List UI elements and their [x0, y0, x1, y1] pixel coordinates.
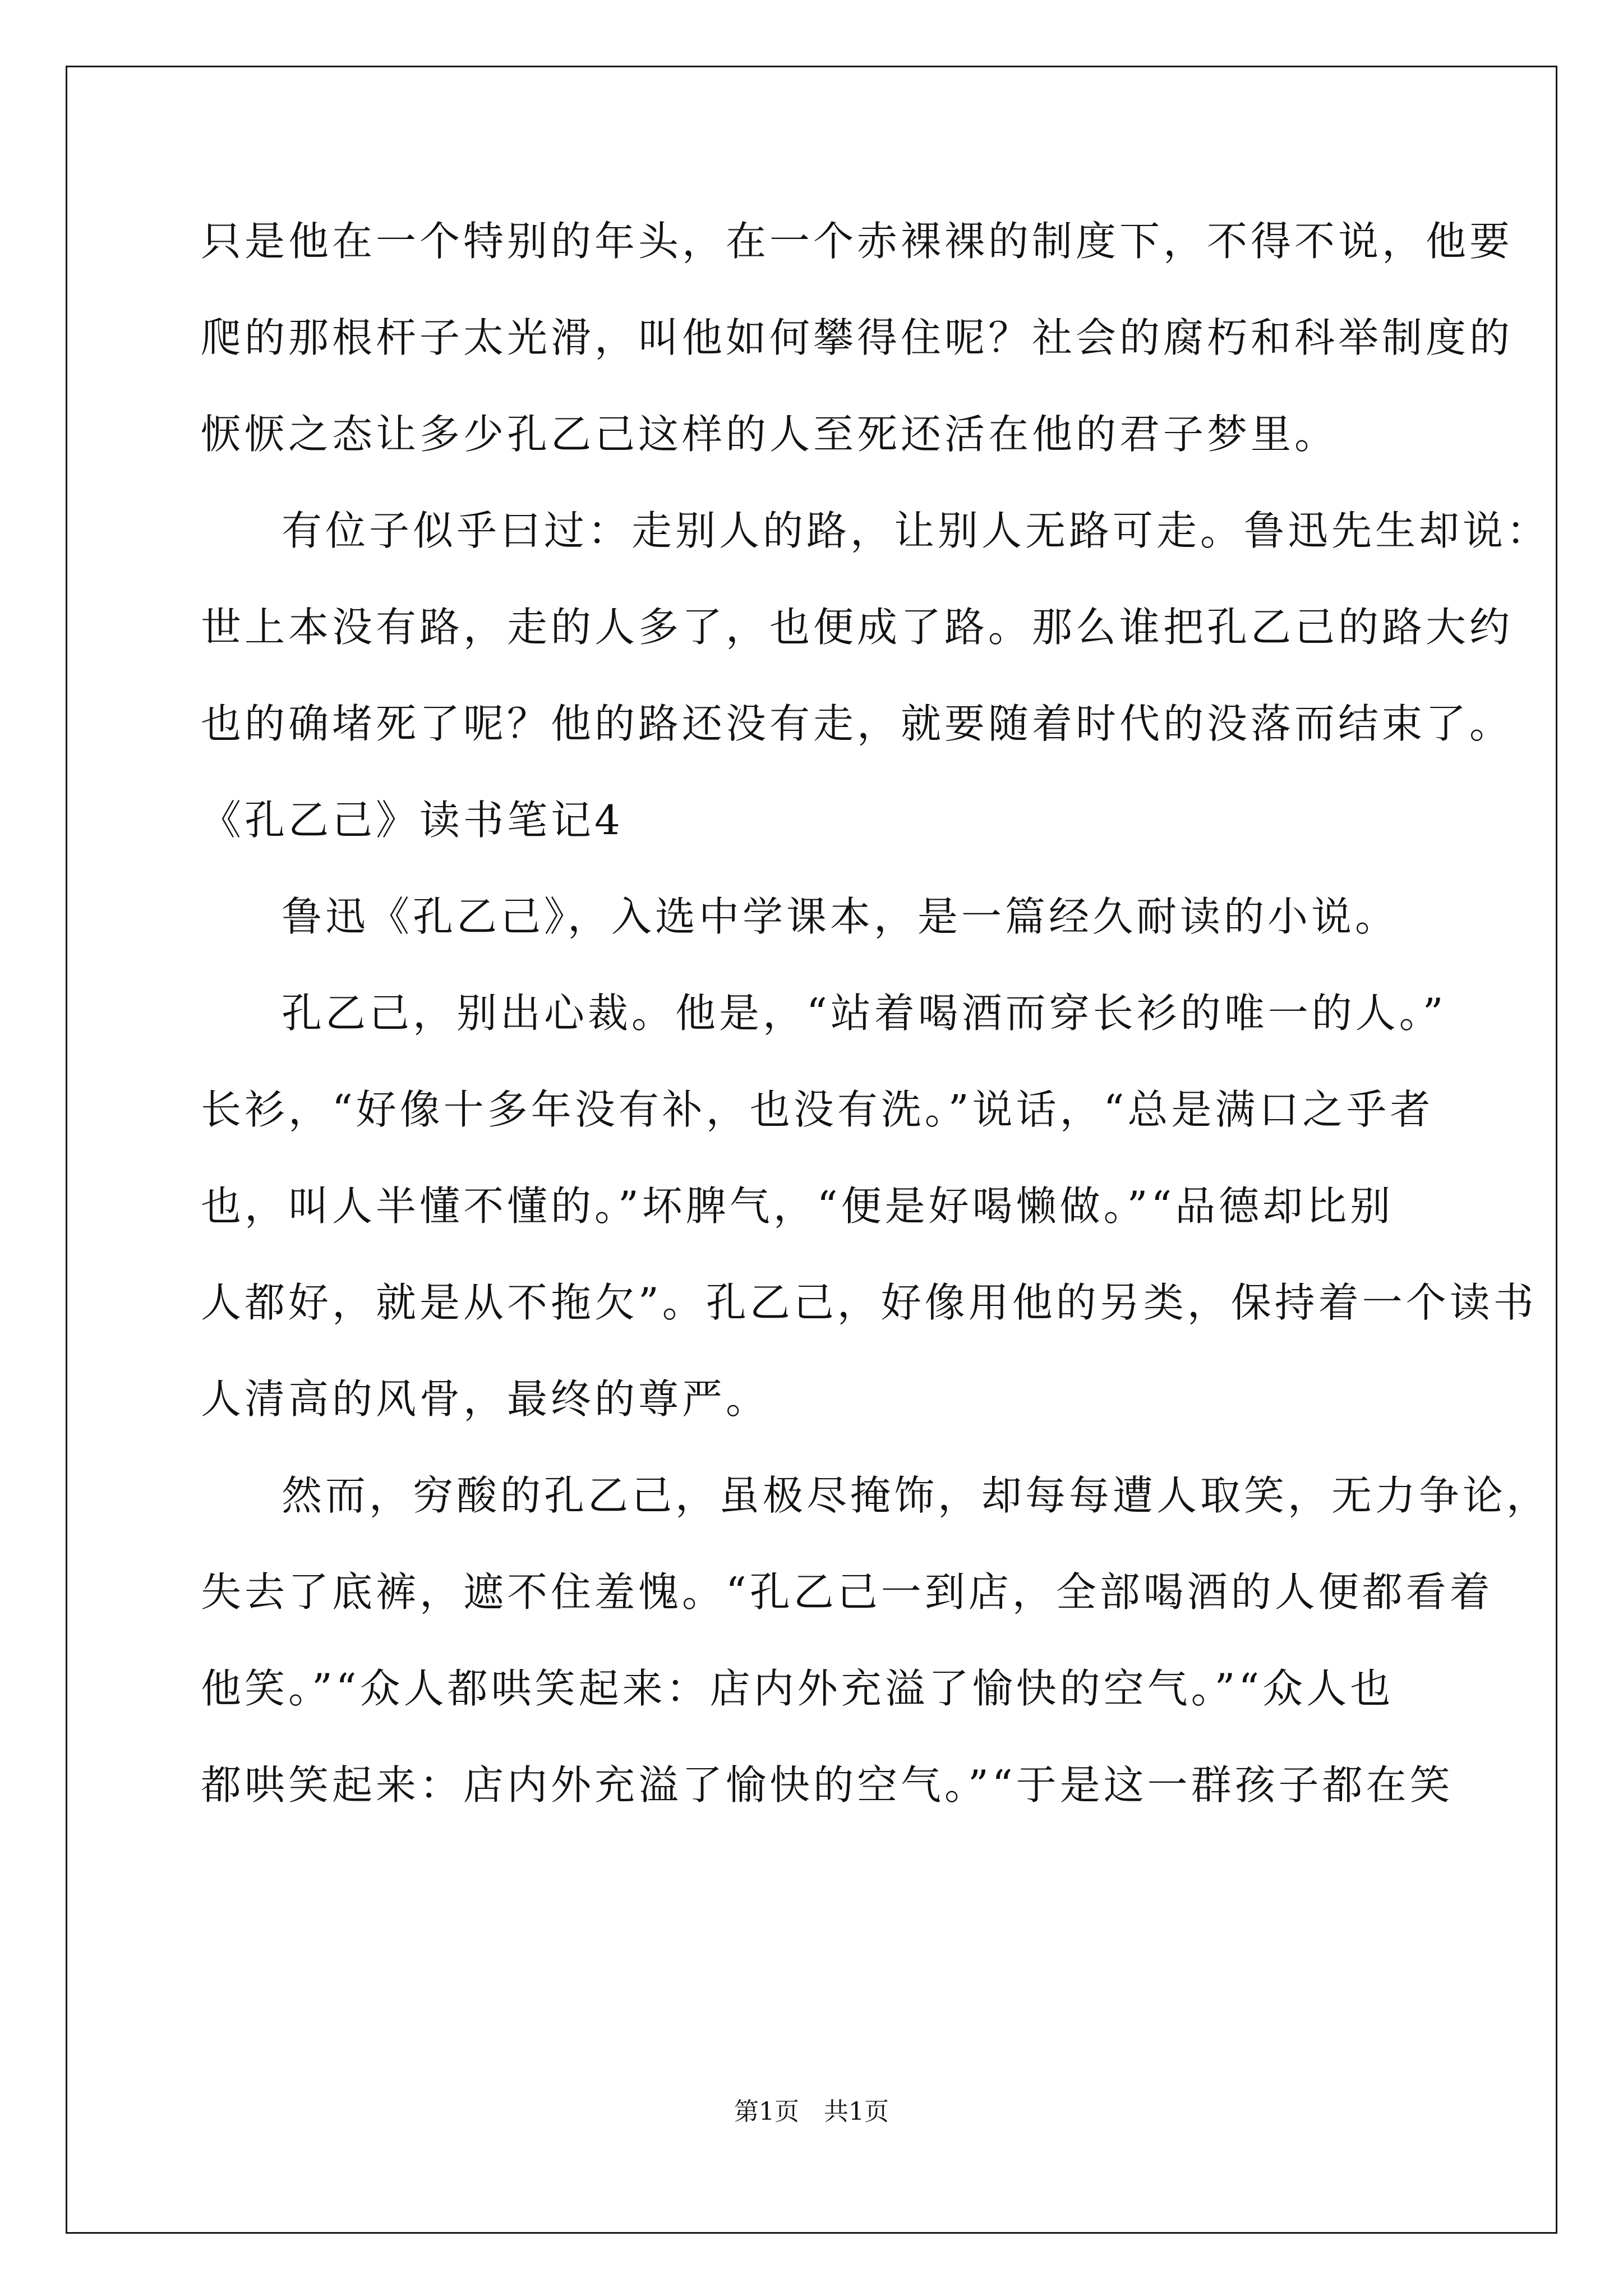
page-border — [66, 66, 1557, 2234]
paragraph-line: 孔乙己，别出心裁。他是，“站着喝酒而穿长衫的唯一的人。” — [282, 990, 1447, 1037]
paragraph-line: 人清高的风骨，最终的尊严。 — [201, 1375, 770, 1423]
paragraph-line: 人都好，就是从不拖欠”。孔乙己，好像用他的另类，保持着一个读书 — [201, 1279, 1537, 1326]
paragraph-line: 长衫，“好像十多年没有补，也没有洗。”说话，“总是满口之乎者 — [201, 1086, 1434, 1133]
paragraph-line: 有位子似乎曰过：走别人的路，让别人无路可走。鲁迅先生却说： — [282, 507, 1551, 554]
paragraph-line: 也的确堵死了呢？他的路还没有走，就要随着时代的没落而结束了。 — [201, 700, 1514, 747]
paragraph-line: 爬的那根杆子太光滑，叫他如何攀得住呢？社会的腐朽和科举制度的 — [201, 314, 1514, 361]
paragraph-line: 世上本没有路，走的人多了，也便成了路。那么谁把孔乙己的路大约 — [201, 604, 1514, 651]
paragraph-line: 都哄笑起来：店内外充溢了愉快的空气。”“于是这一群孩子都在笑 — [201, 1761, 1454, 1809]
page-number-footer: 第1页 共1页 — [734, 2097, 889, 2126]
paragraph-line: 恹恹之态让多少孔乙己这样的人至死还活在他的君子梦里。 — [201, 411, 1339, 458]
paragraph-line: 只是他在一个特别的年头，在一个赤裸裸的制度下，不得不说，他要 — [201, 218, 1514, 265]
paragraph-line: 鲁迅《孔乙己》，入选中学课本，是一篇经久耐读的小说。 — [282, 893, 1399, 940]
paragraph-line: 失去了底裤，遮不住羞愧。“孔乙己一到店，全部喝酒的人便都看着 — [201, 1568, 1493, 1616]
paragraph-line: 也，叫人半懂不懂的。”坏脾气，“便是好喝懒做。”“品德却比别 — [201, 1182, 1394, 1230]
paragraph-line: 他笑。”“众人都哄笑起来：店内外充溢了愉快的空气。”“众人也 — [201, 1665, 1394, 1712]
section-heading: 《孔乙己》读书笔记4 — [201, 797, 624, 844]
paragraph-line: 然而，穷酸的孔乙己，虽极尽掩饰，却每每遭人取笑，无力争论， — [282, 1472, 1551, 1519]
